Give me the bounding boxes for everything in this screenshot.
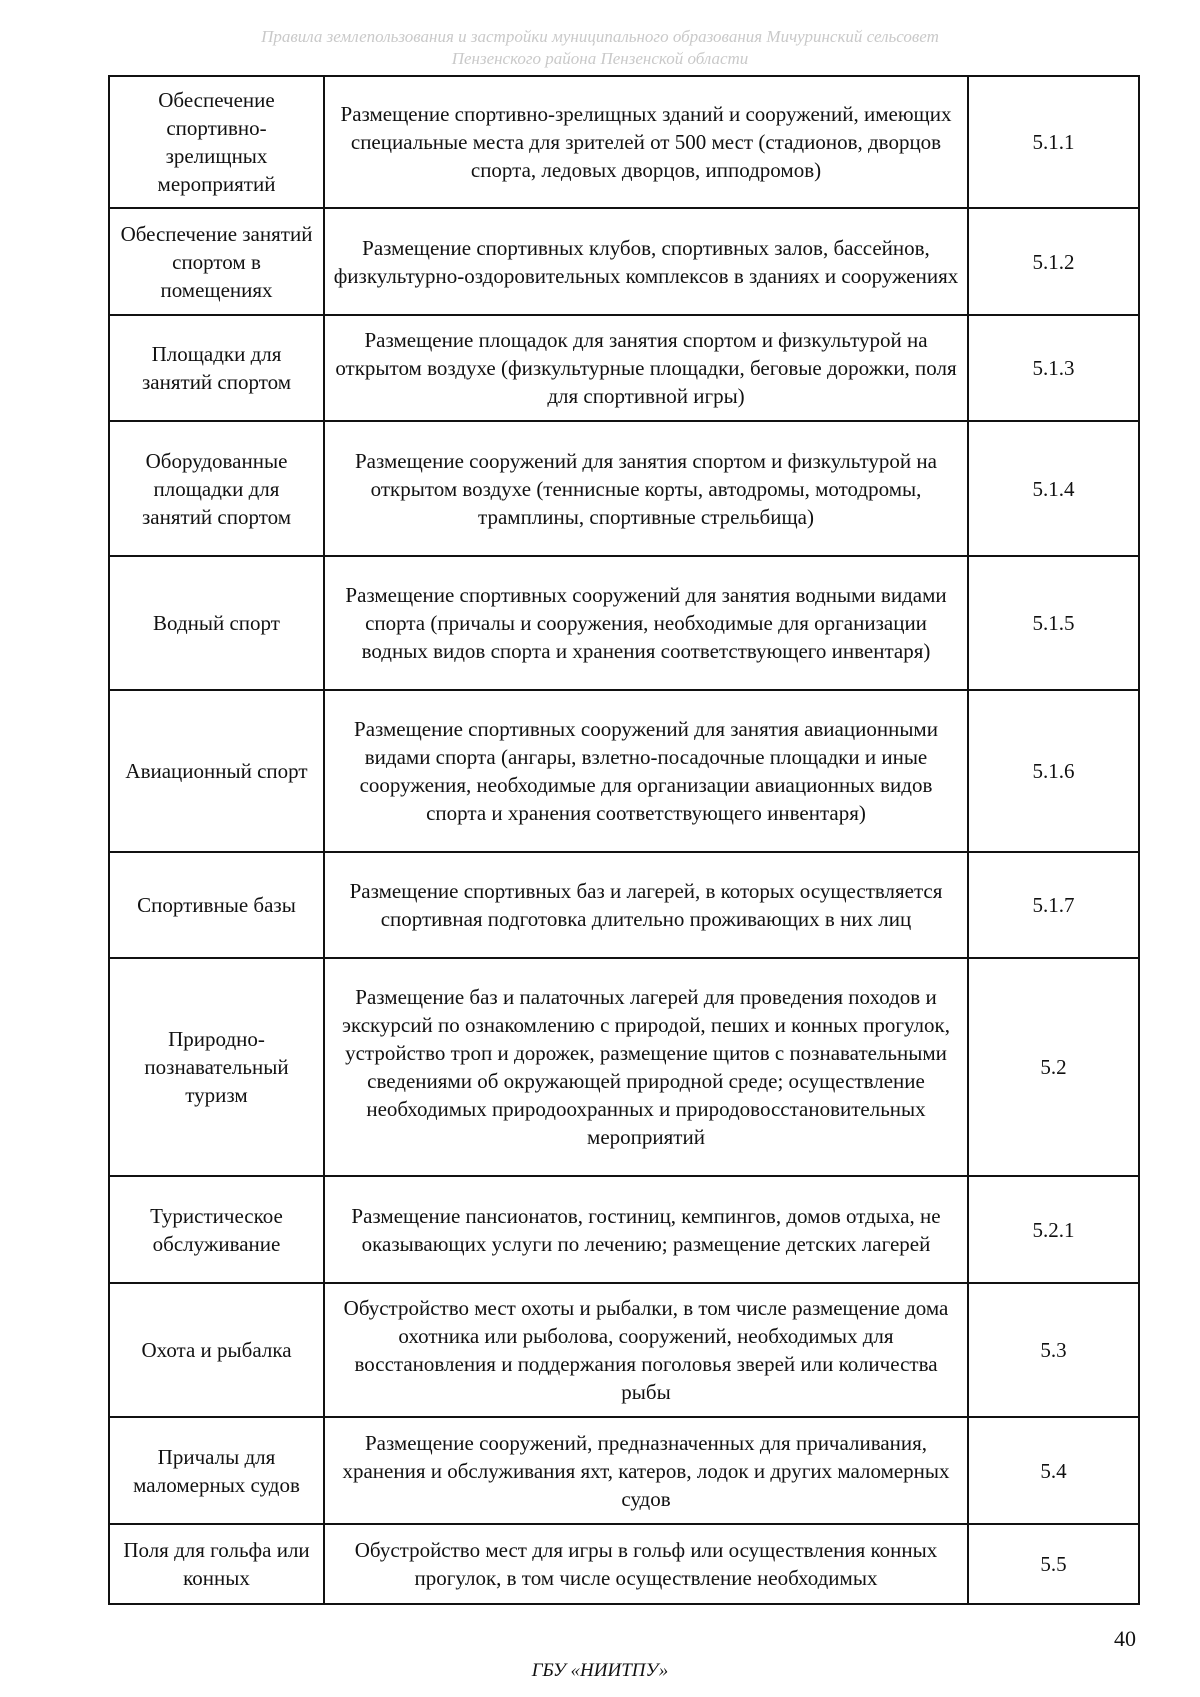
table-row [109, 690, 1139, 852]
use-name-cell: Природно-познавательный туризм [109, 958, 324, 1176]
use-code-cell: 5.2.1 [968, 1176, 1139, 1283]
header-line-2: Пензенского района Пензенской области [451, 49, 749, 68]
table-row [109, 1283, 1139, 1417]
use-description-cell: Размещение спортивных сооружений для занятия водными видами спорта (причалы и сооружения, необходимые для организации водных видов спорта и хранения соответствующего инвентаря) [324, 556, 968, 690]
use-description-cell: Размещение пансионатов, гостиниц, кемпингов, домов отдыха, не оказывающих услуги по лечению; размещение детских лагерей [324, 1176, 968, 1283]
use-name-cell: Авиационный спорт [109, 690, 324, 852]
use-name-cell: Обеспечение занятий спортом в помещениях [109, 208, 324, 315]
use-name-cell: Туристическое обслуживание [109, 1176, 324, 1283]
use-code-cell: 5.1.3 [968, 315, 1139, 421]
use-code-cell: 5.5 [968, 1524, 1139, 1604]
table-row [109, 556, 1139, 690]
use-code-cell: 5.1.5 [968, 556, 1139, 690]
use-code-cell: 5.1.7 [968, 852, 1139, 958]
use-description-cell: Обустройство мест охоты и рыбалки, в том числе размещение дома охотника или рыболова, сооружений, необходимых для восстановления и поддержания поголовья зверей или количества рыбы [324, 1283, 968, 1417]
table-row [109, 315, 1139, 421]
table-row [109, 852, 1139, 958]
use-name-cell: Оборудованные площадки для занятий спортом [109, 421, 324, 556]
table-row [109, 1524, 1139, 1604]
use-name-cell: Спортивные базы [109, 852, 324, 958]
use-code-cell: 5.3 [968, 1283, 1139, 1417]
use-name-cell: Обеспечение спортивно-зрелищных мероприятий [109, 76, 324, 208]
page-header [0, 26, 1200, 70]
use-name-cell: Причалы для маломерных судов [109, 1417, 324, 1524]
use-code-cell: 5.2 [968, 958, 1139, 1176]
use-description-cell: Размещение спортивных сооружений для занятия авиационными видами спорта (ангары, взлетно-посадочные площадки и иные сооружения, необходимые для организации авиационных видов спорта и хранения соответствующего инвентаря) [324, 690, 968, 852]
use-code-cell: 5.1.4 [968, 421, 1139, 556]
use-description-cell: Размещение площадок для занятия спортом и физкультурой на открытом воздухе (физкультурные площадки, беговые дорожки, поля для спортивной игры) [324, 315, 968, 421]
use-description-cell: Размещение спортивных баз и лагерей, в которых осуществляется спортивная подготовка длительно проживающих в них лиц [324, 852, 968, 958]
table-row [109, 1417, 1139, 1524]
use-name-cell: Площадки для занятий спортом [109, 315, 324, 421]
table-row [109, 76, 1139, 208]
use-description-cell: Размещение баз и палаточных лагерей для проведения походов и экскурсий по ознакомлению с природой, пеших и конных прогулок, устройство троп и дорожек, размещение щитов с познавательными сведениями об окружающей природной среде; осуществление необходимых природоохранных и природовосстановительных мероприятий [324, 958, 968, 1176]
use-description-cell: Обустройство мест для игры в гольф или осуществления конных прогулок, в том числе осуществление необходимых [324, 1524, 968, 1604]
use-description-cell: Размещение спортивно-зрелищных зданий и сооружений, имеющих специальные места для зрителей от 500 мест (стадионов, дворцов спорта, ледовых дворцов, ипподромов) [324, 76, 968, 208]
use-code-cell: 5.1.6 [968, 690, 1139, 852]
table-row [109, 958, 1139, 1176]
use-description-cell: Размещение спортивных клубов, спортивных залов, бассейнов, физкультурно-оздоровительных комплексов в зданиях и сооружениях [324, 208, 968, 315]
use-code-cell: 5.4 [968, 1417, 1139, 1524]
table-row [109, 1176, 1139, 1283]
use-description-cell: Размещение сооружений, предназначенных для причаливания, хранения и обслуживания яхт, катеров, лодок и других маломерных судов [324, 1417, 968, 1524]
table-row [109, 421, 1139, 556]
page-number: 40 [1114, 1626, 1136, 1651]
table-row [109, 208, 1139, 315]
use-description-cell: Размещение сооружений для занятия спортом и физкультурой на открытом воздухе (теннисные корты, автодромы, мотодромы, трамплины, спортивные стрельбища) [324, 421, 968, 556]
page-footer: ГБУ «НИИТПУ» [531, 1660, 669, 1681]
use-name-cell: Охота и рыбалка [109, 1283, 324, 1417]
land-use-table [108, 75, 1140, 1605]
header-line-1: Правила землепользования и застройки муниципального образования Мичуринский сельсовет [261, 27, 939, 46]
use-name-cell: Водный спорт [109, 556, 324, 690]
use-name-cell: Поля для гольфа или конных [109, 1524, 324, 1604]
use-code-cell: 5.1.1 [968, 76, 1139, 208]
use-code-cell: 5.1.2 [968, 208, 1139, 315]
